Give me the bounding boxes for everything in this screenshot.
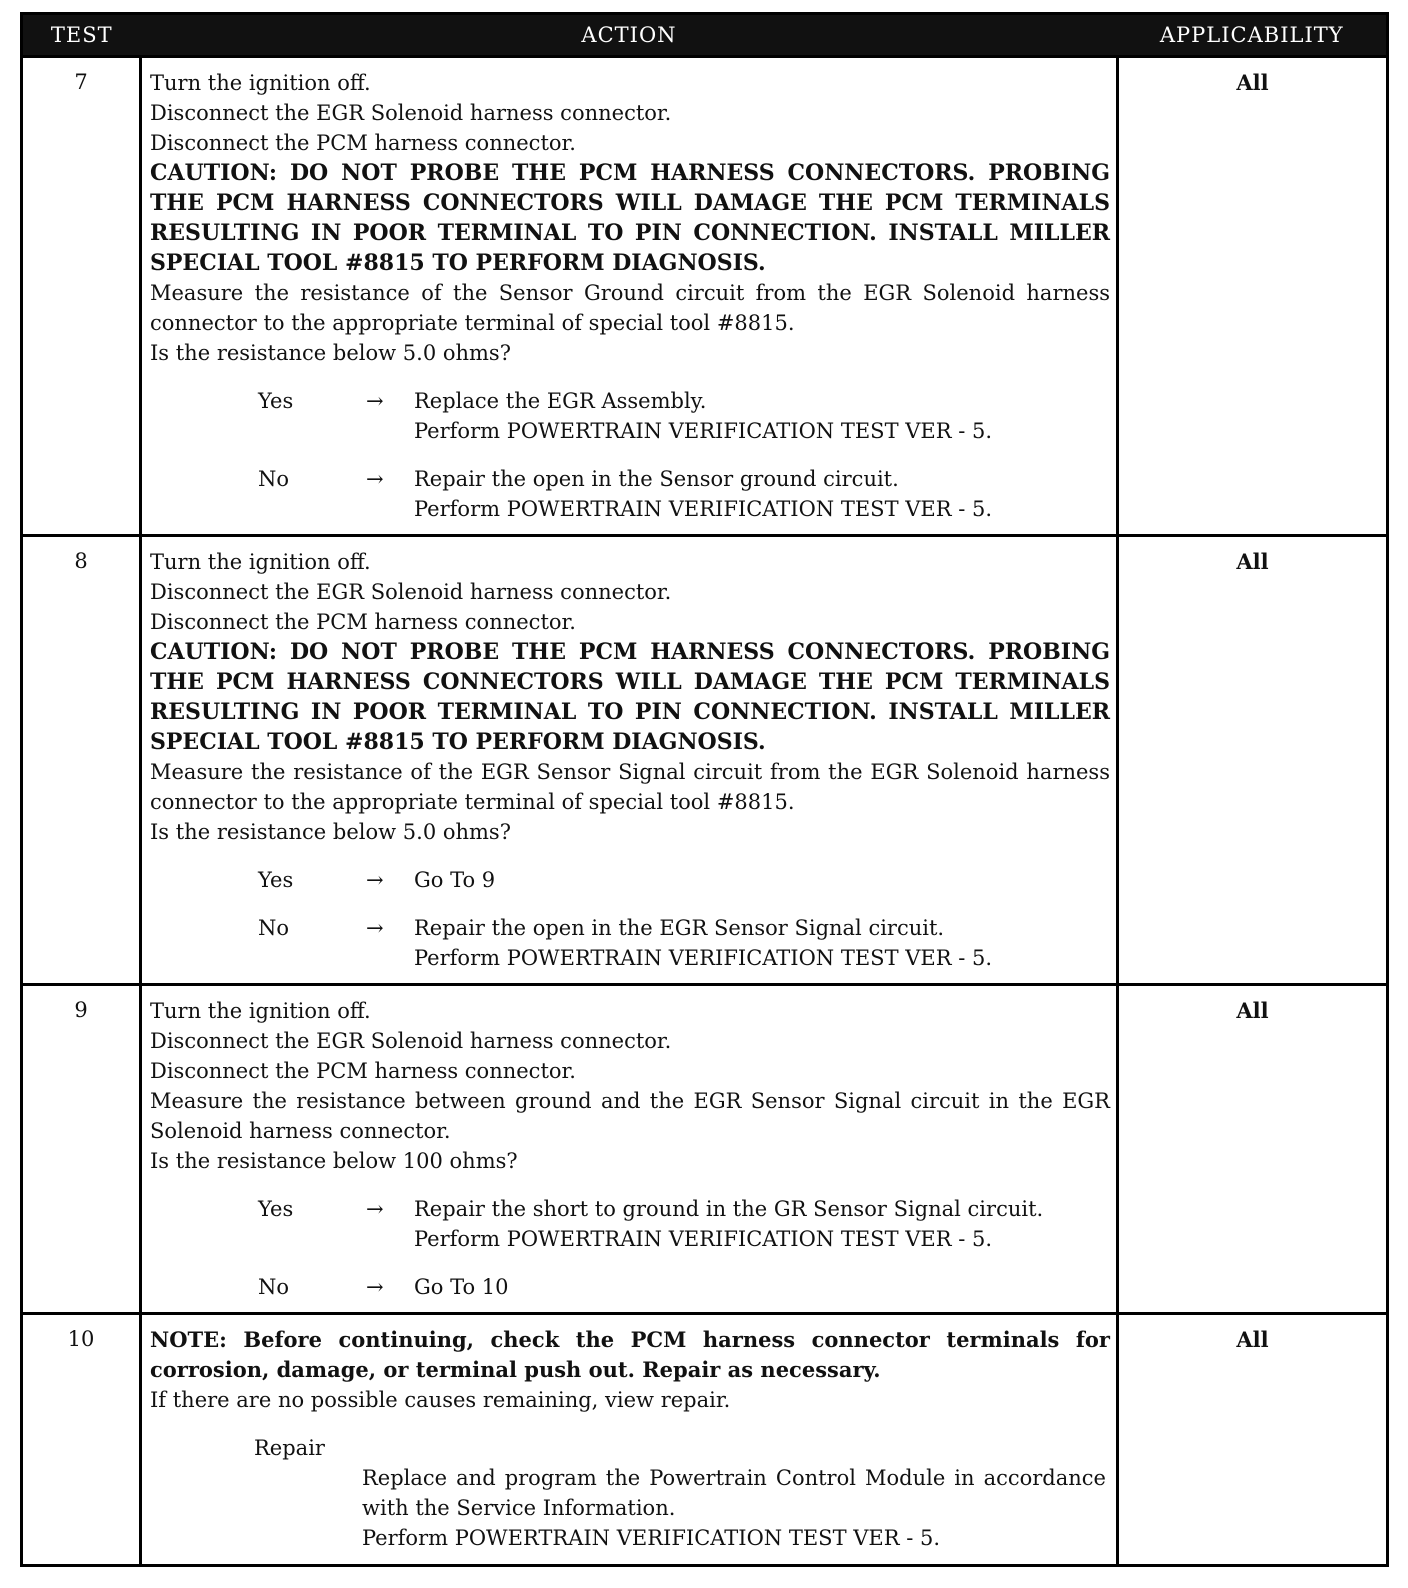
arrow-icon: → (366, 916, 384, 940)
repair-body (150, 1463, 1110, 1553)
test-number: 10 (22, 1314, 141, 1566)
no-branch (150, 1272, 1110, 1302)
repair-label: Repair (254, 1436, 325, 1460)
measure-text: Measure the resistance of the EGR Sensor Signal circuit from the EGR Solenoid harness connector to the appropriate terminal of special tool #8815. (150, 760, 1110, 814)
header-test: TEST (22, 14, 141, 57)
arrow-icon: → (366, 467, 384, 491)
caution-text: CAUTION: DO NOT PROBE THE PCM HARNESS CONNECTORS. PROBING THE PCM HARNESS CONNECTORS WILL DAMAGE THE PCM TERMINALS RESULTING IN POOR TERMINAL TO PIN CONNECTION. INSTALL MILLER SPECIAL TOOL #8815 TO PERFORM DIAGNOSIS. (150, 639, 1110, 755)
measure-text: Measure the resistance between ground and the EGR Sensor Signal circuit in the EGR Solenoid harness connector. (150, 1089, 1110, 1143)
repair-verify-text: Perform POWERTRAIN VERIFICATION TEST VER - 5. (362, 1526, 941, 1550)
step-text: Disconnect the PCM harness connector. (150, 610, 576, 634)
result-line: Replace the EGR Assembly. (414, 389, 707, 413)
result-line: Repair the short to ground in the GR Sensor Signal circuit. (414, 1197, 1044, 1221)
no-label: No (258, 467, 290, 491)
no-result (414, 464, 1110, 524)
table-row (22, 1314, 1388, 1566)
diagnostic-table-page (20, 12, 1386, 1567)
result-line: Repair the open in the EGR Sensor Signal circuit. (414, 916, 945, 940)
question-text: Is the resistance below 5.0 ohms? (150, 820, 511, 844)
yes-branch (150, 865, 1110, 895)
step-text: Disconnect the PCM harness connector. (150, 131, 576, 155)
measure-text: Measure the resistance of the Sensor Ground circuit from the EGR Solenoid harness connector to the appropriate terminal of special tool #8815. (150, 281, 1110, 335)
yes-label: Yes (258, 389, 294, 413)
arrow-icon: → (366, 1197, 384, 1221)
step-text: Disconnect the EGR Solenoid harness connector. (150, 1029, 672, 1053)
table-row (22, 536, 1388, 985)
result-line: Go To 10 (414, 1275, 509, 1299)
no-branch (150, 464, 1110, 524)
yes-label: Yes (258, 1197, 294, 1221)
step-text: Disconnect the EGR Solenoid harness connector. (150, 580, 672, 604)
arrow-icon: → (366, 1275, 384, 1299)
no-result (414, 1272, 1110, 1302)
step-text: Disconnect the EGR Solenoid harness connector. (150, 101, 672, 125)
result-line: Go To 9 (414, 868, 496, 892)
info-text: If there are no possible causes remaining, view repair. (150, 1388, 731, 1412)
applicability-value: All (1118, 985, 1388, 1314)
result-line: Perform POWERTRAIN VERIFICATION TEST VER - 5. (414, 419, 993, 443)
action-cell (141, 1314, 1118, 1566)
step-text: Turn the ignition off. (150, 550, 371, 574)
diagnostic-test-table (20, 12, 1389, 1567)
step-text: Turn the ignition off. (150, 71, 371, 95)
yes-branch (150, 1194, 1110, 1254)
question-text: Is the resistance below 100 ohms? (150, 1149, 518, 1173)
header-action: ACTION (141, 14, 1118, 57)
yes-result (414, 1194, 1110, 1254)
no-branch (150, 913, 1110, 973)
table-header (22, 14, 1388, 57)
step-text: Disconnect the PCM harness connector. (150, 1059, 576, 1083)
no-label: No (258, 916, 290, 940)
table-row (22, 985, 1388, 1314)
applicability-value: All (1118, 1314, 1388, 1566)
repair-text: Replace and program the Powertrain Control Module in accordance with the Service Information. (362, 1466, 1106, 1520)
arrow-icon: → (366, 389, 384, 413)
result-line: Repair the open in the Sensor ground circuit. (414, 467, 899, 491)
test-number: 8 (22, 536, 141, 985)
result-line: Perform POWERTRAIN VERIFICATION TEST VER - 5. (414, 946, 993, 970)
arrow-icon: → (366, 868, 384, 892)
no-result (414, 913, 1110, 973)
no-label: No (258, 1275, 290, 1299)
yes-branch (150, 386, 1110, 446)
note-text: NOTE: Before continuing, check the PCM harness connector terminals for corrosion, damage, or terminal push out. Repair as necessary. (150, 1327, 1110, 1382)
yes-label: Yes (258, 868, 294, 892)
yes-result (414, 386, 1110, 446)
question-text: Is the resistance below 5.0 ohms? (150, 341, 511, 365)
test-number: 7 (22, 57, 141, 536)
table-row (22, 57, 1388, 536)
applicability-value: All (1118, 536, 1388, 985)
header-applicability: APPLICABILITY (1118, 14, 1388, 57)
test-number: 9 (22, 985, 141, 1314)
applicability-value: All (1118, 57, 1388, 536)
action-cell (141, 985, 1118, 1314)
result-line: Perform POWERTRAIN VERIFICATION TEST VER - 5. (414, 497, 993, 521)
caution-text: CAUTION: DO NOT PROBE THE PCM HARNESS CONNECTORS. PROBING THE PCM HARNESS CONNECTORS WILL DAMAGE THE PCM TERMINALS RESULTING IN POOR TERMINAL TO PIN CONNECTION. INSTALL MILLER SPECIAL TOOL #8815 TO PERFORM DIAGNOSIS. (150, 160, 1110, 276)
step-text: Turn the ignition off. (150, 999, 371, 1023)
action-cell (141, 536, 1118, 985)
yes-result (414, 865, 1110, 895)
result-line: Perform POWERTRAIN VERIFICATION TEST VER - 5. (414, 1227, 993, 1251)
action-cell (141, 57, 1118, 536)
